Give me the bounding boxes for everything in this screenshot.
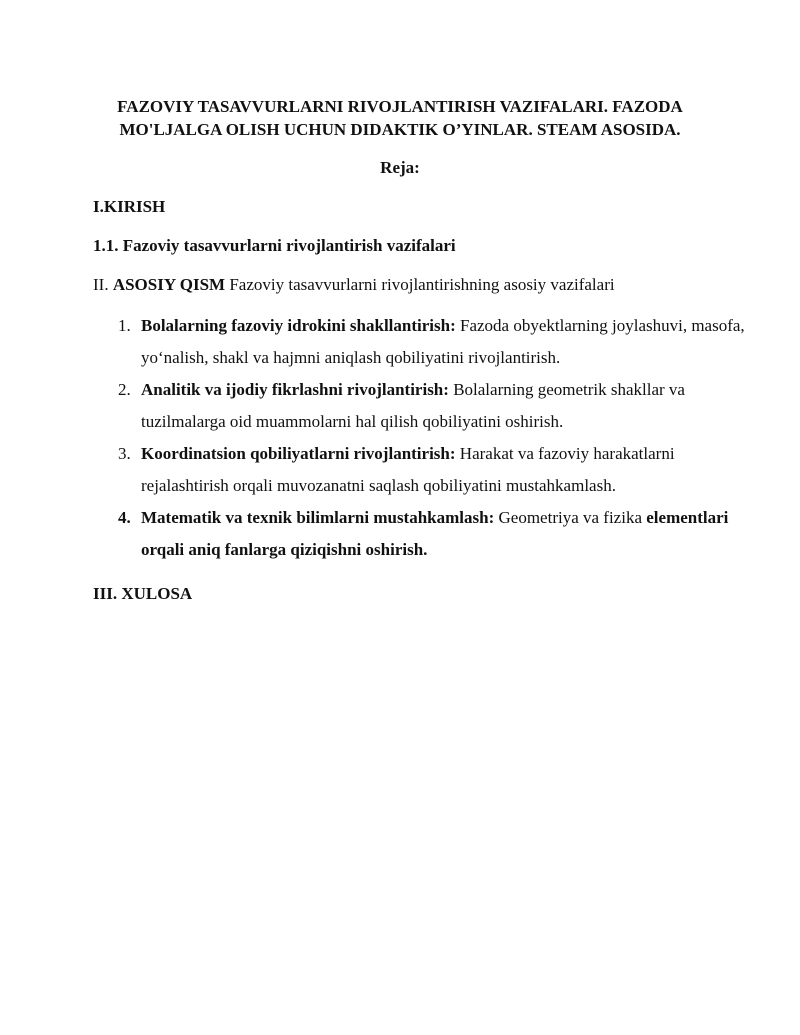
- list-item-heading: Analitik va ijodiy fikrlashni rivojlantirish:: [141, 380, 449, 399]
- list-item-heading: Matematik va texnik bilimlarni mustahkamlash:: [141, 508, 495, 527]
- list-item-number: 1.: [118, 316, 131, 335]
- plan-heading: Reja:: [380, 158, 420, 177]
- document-title: [60, 95, 740, 141]
- list-item-text: Fazoda obyektlarning joylashuvi, masofa, yo‘nalish, shakl va hajmni aniqlash qobiliyatini rivojlantirish.: [141, 316, 745, 367]
- list-item-text: Harakat va fazoviy harakatlarni rejalashtirish orqali muvozanatni saqlash qobiliyatini mustahkamlash.: [141, 444, 675, 495]
- list-item-text-bold: elementlari orqali aniq fanlarga qiziqishni oshirish.: [141, 508, 729, 559]
- section-main-part: [93, 273, 615, 296]
- task-list: [93, 310, 753, 566]
- list-item-number: 3.: [118, 444, 131, 463]
- list-item: [93, 310, 753, 374]
- section-introduction-heading: I.KIRISH: [93, 197, 166, 216]
- section-conclusion-heading: III. XULOSA: [93, 584, 193, 603]
- list-item-heading: Bolalarning fazoviy idrokini shakllantirish:: [141, 316, 456, 335]
- section-main-number: II.: [93, 275, 113, 294]
- list-item-heading: Koordinatsion qobiliyatlarni rivojlantirish:: [141, 444, 456, 463]
- section-main-heading: ASOSIY QISM: [112, 275, 226, 294]
- section-main-description: Fazoviy tasavvurlarni rivojlantirishning asosiy vazifalari: [225, 275, 615, 294]
- list-item: [93, 438, 753, 502]
- title-line-1: FAZOVIY TASAVVURLARNI RIVOJLANTIRISH VAZIFALARI. FAZODA: [117, 97, 683, 116]
- list-item-text: Geometriya va fizika: [494, 508, 642, 527]
- list-item-number: 4.: [118, 508, 131, 527]
- title-line-2: MO'LJALGA OLISH UCHUN DIDAKTIK O’YINLAR. STEAM ASOSIDA.: [119, 120, 681, 139]
- list-item: [93, 374, 753, 438]
- list-item: [93, 502, 753, 566]
- subsection-heading: 1.1. Fazoviy tasavvurlarni rivojlantirish vazifalari: [93, 236, 456, 255]
- list-item-number: 2.: [118, 380, 131, 399]
- list-item-text: Bolalarning geometrik shakllar va tuzilmalarga oid muammolarni hal qilish qobiliyatini oshirish.: [141, 380, 685, 431]
